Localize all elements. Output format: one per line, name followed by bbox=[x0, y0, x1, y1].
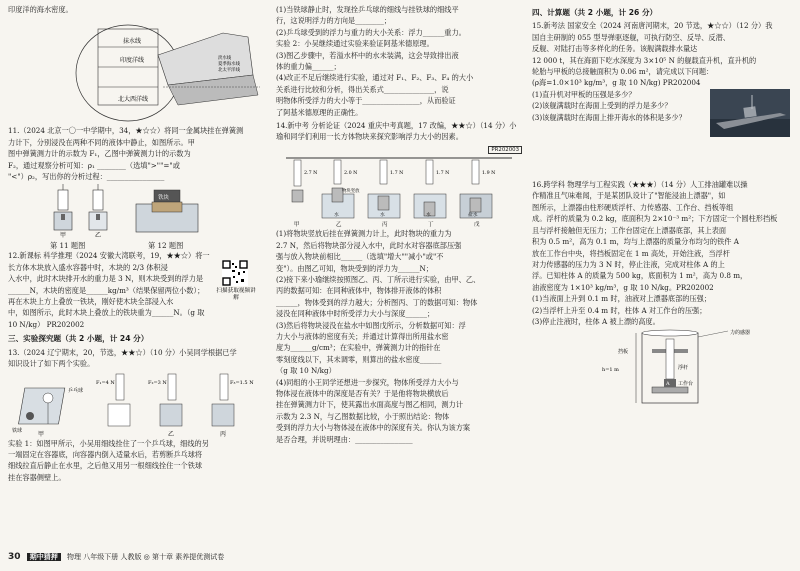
fig12-caption: 第 12 题图 bbox=[148, 241, 184, 251]
question-16 bbox=[532, 179, 792, 327]
fig13-reading-1: F₁=4 N bbox=[96, 379, 115, 386]
fig14-setup-1 bbox=[292, 160, 303, 202]
q14-body-line: (4)同组的小王同学还想进一步探究，物体所受浮力大小与 bbox=[276, 377, 459, 387]
q14-body-line: 零刻度线以下，其未调零，则算出的盐水密度______ bbox=[276, 354, 442, 364]
q13-body-line: 挂在容器侧壁上。 bbox=[8, 472, 66, 482]
fig14-liquid-1: 水 bbox=[334, 213, 339, 219]
fig14-reading-1: 2.7 N bbox=[304, 171, 318, 177]
q14-body-line: (3)然后将物块浸没在盐水中如图戊所示，分析数据可知：浮 bbox=[276, 320, 466, 330]
middle-column bbox=[276, 4, 522, 445]
q16-line: (1)当液面上升到 0.1 m 时，油液对上漂器底部的压强； bbox=[532, 294, 712, 304]
q15-line: (3)该舰满载时在海面上排开海水的体积是多少？ bbox=[532, 112, 686, 122]
q13-line: 13.（2024 辽宁期末，20，节选，★★☆）（10 分）小吴同学根据已学 bbox=[8, 347, 237, 357]
q15-line: 15.新考法 国家安全（2024 河南唐河期末，20 节选，★☆☆）（12 分）我 bbox=[532, 21, 773, 31]
warship-photo bbox=[710, 89, 790, 137]
fig14-reading-2: 2.0 N bbox=[344, 171, 358, 177]
loadline-label-4: 淡水线 bbox=[218, 56, 232, 62]
loadline-label-6: 北太平洋线 bbox=[218, 68, 240, 74]
q14-body-line: (2)接下来小瑜继续按照图乙、丙、丁所示进行实验，由甲、乙、 bbox=[276, 274, 481, 284]
question-13-body bbox=[8, 438, 266, 484]
q14-body-line: 2.7 N，然后将物块部分浸入水中，此时水对容器底部压强 bbox=[276, 240, 462, 250]
loadline-label-2: 印度洋线 bbox=[120, 57, 145, 65]
q13-body-line: 实验 1：如图甲所示，小吴用细线拴住了一个乒乓球，细线的另 bbox=[8, 438, 209, 448]
q14-body-line: 变"）。由图乙可知，物块受到的浮力为______N； bbox=[276, 263, 433, 273]
fig13-tag-pingpong: 乒乓球 bbox=[68, 387, 84, 394]
q14-body-line: 力大小与液体的密度有关；并通过计算得出所用盐水密 bbox=[276, 331, 449, 341]
question-15 bbox=[532, 20, 792, 123]
q16-line: 且与浮杆接触但无压力；工作台固定在上漂器底部，其上表面 bbox=[532, 225, 727, 235]
fig11-label-b: 乙 bbox=[95, 232, 102, 240]
q14-line: 14.新中考 分析论证（2024 重庆中考真题，17 改编，★★☆）（14 分）小 bbox=[276, 121, 517, 131]
q14-body-line: ______，物体受到的浮力越大；分析图丙、丁的数据可知：物体 bbox=[276, 297, 478, 307]
q16-line: 放在工作台中央，将挡板固定在 1 m 高处，开始注液，当浮杆 bbox=[532, 248, 730, 258]
q14-body-line: 强与放入物块前相比______（选填"增大""减小"或"不 bbox=[276, 252, 444, 262]
question-14-body bbox=[276, 228, 522, 445]
q15-line: 12 000 t，其在海面下吃水深度为 3×10⁵ N 的舰载直升机，直升机的 bbox=[532, 55, 757, 65]
q11-line: 力计下，分别浸没在两种不同的液体中静止，如图所示。甲 bbox=[8, 137, 195, 147]
q13-part-line: 了阿基米德原理的正确性。 bbox=[276, 107, 363, 117]
fig14-label-a: 甲 bbox=[294, 222, 300, 229]
q16-line: 成。浮杆的质量为 0.2 kg，底面积为 2×10⁻³ m²；下方固定一个圆柱形挡板 bbox=[532, 214, 778, 224]
fig16-apparatus bbox=[532, 327, 792, 407]
q13-part-line: 体的重力偏______； bbox=[276, 62, 341, 72]
fig13-label-b: 乙 bbox=[168, 430, 175, 438]
q15-line: 国自主研制的 055 型导弹驱逐舰，可执行防空、反导、反潜、 bbox=[532, 32, 730, 42]
q13-line: 知识设计了如下两个实验。 bbox=[8, 359, 95, 369]
fig14-vertical-tag: 物块竖放 bbox=[342, 189, 360, 195]
qr-code bbox=[222, 260, 248, 286]
ship-loadline-figure bbox=[8, 15, 266, 125]
fig14-liquid-4: 盐水 bbox=[468, 213, 478, 219]
q16-line: 油液密度为 1×10³ kg/m³，g 取 10 N/kg。PR202002 bbox=[532, 282, 714, 292]
q16-line: 浮。已知柱体 A 的质量为 500 kg，底面积为 1 m²，高为 0.8 m， bbox=[532, 271, 748, 281]
q14-body-line: 丙的数据可知：在同种液体中，物体排开液体的体积 bbox=[276, 286, 442, 296]
fig14-label-b: 乙 bbox=[336, 222, 342, 229]
q12-line: 中，如图所示，此时木块上叠放上的铁块重为______N。（g 取 bbox=[8, 308, 205, 318]
intro-text: 印度洋的海水密度。 bbox=[8, 5, 73, 14]
q13-part-line: 行，这说明浮力的方向是________； bbox=[276, 16, 392, 26]
fig11-label-a: 甲 bbox=[60, 232, 67, 240]
right-column bbox=[532, 4, 792, 407]
q12-line: 入水中，此时木块排开水的重力是 3 N，则木块受到的浮力是 bbox=[8, 274, 204, 284]
fig13-reading-2: F₂=3 N bbox=[148, 379, 167, 386]
loadline-label-3: 北大西洋线 bbox=[118, 96, 149, 104]
fig14-liquid-3: 水 bbox=[426, 213, 431, 219]
page-number: 30 bbox=[8, 552, 21, 562]
q15-line: (ρ海=1.0×10³ kg/m³，g 取 10 N/kg) PR202004 bbox=[532, 78, 701, 88]
fig13-reading-3: F₃=1.5 N bbox=[230, 379, 254, 386]
q12-line: 再在木块上方上叠放一铁块，刚好使木块全部浸入水 bbox=[8, 297, 174, 307]
q11-line: "<"）ρ₂，写出你的分析过程：________________ bbox=[8, 172, 165, 182]
qr-caption: 扫描获取视频讲解 bbox=[216, 288, 256, 301]
q13-part-line: 明物体所受浮力的大小等于________________，从而验证 bbox=[276, 96, 456, 106]
q14-body-line: 度为______g/cm³；在实验中，弹簧测力计的指针在 bbox=[276, 343, 441, 353]
q12-line: ______N，木块的密度是______kg/m³（结果保留两位小数）； bbox=[8, 285, 205, 295]
footer-text: 物理 八年级下册 人教版 ◎ 第十章 素养提优测试卷 bbox=[67, 553, 225, 561]
q12-line: 12.新课标 科学推理（2024 安徽大湾联考，19，★★☆）将一 bbox=[8, 251, 210, 261]
q13-part-line: (3)图乙步骤中，若溢水杯中的水未装满，这会导致排出液 bbox=[276, 50, 459, 60]
q14-body-line: (1)将物块竖放后挂在弹簧测力计上，此时物块的重力为 bbox=[276, 229, 452, 239]
q11-line: 图中弹簧测力计的示数为 F₁，乙图中弹簧测力计的示数为 bbox=[8, 149, 191, 159]
q14-body-line: 浸没在同种液体中时所受浮力大小与深度______； bbox=[276, 309, 435, 319]
fig14-label-c: 丙 bbox=[382, 222, 388, 229]
q13-part-line: 关系进行比较和分析，得出关系式______________，说 bbox=[276, 84, 449, 94]
q12-line: 长方体木块放入盛水容器中时，木块的 2/3 体积浸 bbox=[8, 262, 168, 272]
fig14-setup-5 bbox=[460, 160, 492, 218]
question-13-parts bbox=[276, 4, 522, 118]
section-4-heading: 四、计算题（共 2 小题，计 26 分） bbox=[532, 8, 658, 17]
question-13 bbox=[8, 347, 266, 370]
q15-line: (1)直升机对甲板的压强是多少？ bbox=[532, 89, 636, 99]
question-12 bbox=[8, 250, 218, 273]
q13-body-line: 细线拉直后静止在水里，之后他又用另一根细线拴住一个铁球 bbox=[8, 461, 203, 471]
fig13-tag-ironball: 铁球 bbox=[12, 427, 23, 434]
q13-part-line: (4)改正不足后继续进行实验，通过对 F₁、F₂、F₃、F₄ 的大小 bbox=[276, 73, 474, 83]
fig14-reading-3: 1.7 N bbox=[390, 171, 404, 177]
q15-line: (2)该舰满载时在海面上受到的浮力是多少？ bbox=[532, 101, 672, 111]
q14-body-line: 是否合理，并说明理由：________________ bbox=[276, 434, 413, 444]
fig14-liquid-2: 水 bbox=[380, 213, 385, 219]
q14-body-line: 受到的浮力大小与物体浸在液体中的深度有关。你认为该方案 bbox=[276, 423, 471, 433]
fig14-label-e: 戊 bbox=[474, 222, 480, 229]
fig14-label-d: 丁 bbox=[428, 222, 434, 229]
figures-11-12 bbox=[8, 182, 266, 240]
q16-line: 积为 0.5 m²，高为 0.1 m，均与上漂器的质量分布均匀的铁件 A bbox=[532, 237, 739, 247]
q15-line: 反舰、对陆打击等多样化的任务。该舰满载排水量达 bbox=[532, 44, 698, 54]
q16-line: 作精准且气味难闻，于是某团队设计了"智能浸油上漂器"，如 bbox=[532, 191, 726, 201]
q13-part-line: (2)乒乓球受到的浮力与重力的大小关系：浮力______重力。 bbox=[276, 27, 466, 37]
fig16-height-label: h=1 m bbox=[602, 367, 619, 374]
fig14-reading-5: 1.9 N bbox=[482, 171, 496, 177]
loadline-label-5: 夏季海水线 bbox=[218, 62, 240, 68]
page-footer bbox=[8, 552, 224, 562]
q13-part-line: (1)当铁球静止时，发现拴乒乓球的细线与挂铁球的细线平 bbox=[276, 5, 459, 14]
fig14-setup-3 bbox=[368, 160, 400, 218]
fig11-caption: 第 11 题图 bbox=[50, 241, 86, 251]
q13-part-line: 实验 2：小吴继续通过实验来验证阿基米德原理。 bbox=[276, 39, 434, 49]
fig16-baffle-label: 挡板 bbox=[618, 349, 629, 356]
fig13-apparatus bbox=[8, 370, 266, 438]
fig16-block-label: A bbox=[666, 381, 670, 388]
q14-line: 瑜和同学们利用一长方体物块来探究影响浮力大小的因素。 bbox=[276, 132, 463, 142]
fig16-rod-label: 浮杆 bbox=[678, 365, 689, 372]
figure-captions bbox=[8, 240, 266, 250]
fig14-apparatus bbox=[276, 154, 522, 228]
q13-body-line: 一端固定在容器底，向容器内倒入适量水后，若剪断乒乓球将 bbox=[8, 449, 203, 459]
q14-code: PR202003 bbox=[488, 146, 522, 154]
fig16-platform-label: 工作台 bbox=[678, 381, 694, 388]
q16-line: (3)停止注液时，柱体 A 被上漂的高度。 bbox=[532, 316, 660, 326]
q12-line: 10 N/kg） PR202002 bbox=[8, 319, 85, 329]
q11-line: 11.（2024 北京一〇一中学期中，34，★☆☆）将同一金属块挂在弹簧测 bbox=[8, 126, 244, 136]
fig12-iron-label: 铁块 bbox=[158, 195, 170, 202]
loadline-label-1: 抹水线 bbox=[123, 38, 142, 46]
question-14 bbox=[276, 120, 522, 154]
q16-line: 对力传感器的压力为 3 N 时，停止注液，完成对柱体 A 的上 bbox=[532, 259, 725, 269]
fig16-sensor-label: 力的感器 bbox=[730, 330, 751, 337]
q14-body-line: 示数为 2.3 N，与乙图数据比较，小于照出结论：物体 bbox=[276, 411, 450, 421]
fig14-setup-4 bbox=[414, 160, 446, 218]
q14-body-line: （g 取 10 N/kg） bbox=[276, 366, 336, 376]
q14-body-line: 物体浸在液体中的深度是否有关？于是他将物块横放后 bbox=[276, 388, 449, 398]
fig13-label-a: 甲 bbox=[38, 430, 45, 438]
left-column bbox=[8, 4, 266, 483]
q11-line: F₂，通过观察分析可知：ρ₁ ________（选填">""="或 bbox=[8, 160, 180, 170]
footer-brand: 期中猜押 bbox=[27, 553, 61, 561]
fig14-reading-4: 1.7 N bbox=[436, 171, 450, 177]
question-11 bbox=[8, 125, 266, 182]
fig13-label-c: 丙 bbox=[220, 430, 227, 438]
q16-line: 图所示，上漂器由柱形硬质浮杆、力传感器、工作台、挡板等组 bbox=[532, 202, 734, 212]
q16-line: (2)当浮杆上升至 0.4 m 时，柱体 A 对工作台的压强； bbox=[532, 305, 707, 315]
section-3-heading: 三、实验探究题（共 2 小题，计 24 分） bbox=[8, 334, 149, 344]
q15-line: 轮胎与甲板的总接触面积为 0.06 m²，请完成以下问题： bbox=[532, 67, 714, 77]
q16-line: 16.跨学科 物理学与工程实践（★★★）（14 分）人工排油罐难以操 bbox=[532, 180, 748, 190]
q14-body-line: 挂在弹簧测力计下，使其露出水面高度与图乙相同，测力计 bbox=[276, 400, 463, 410]
